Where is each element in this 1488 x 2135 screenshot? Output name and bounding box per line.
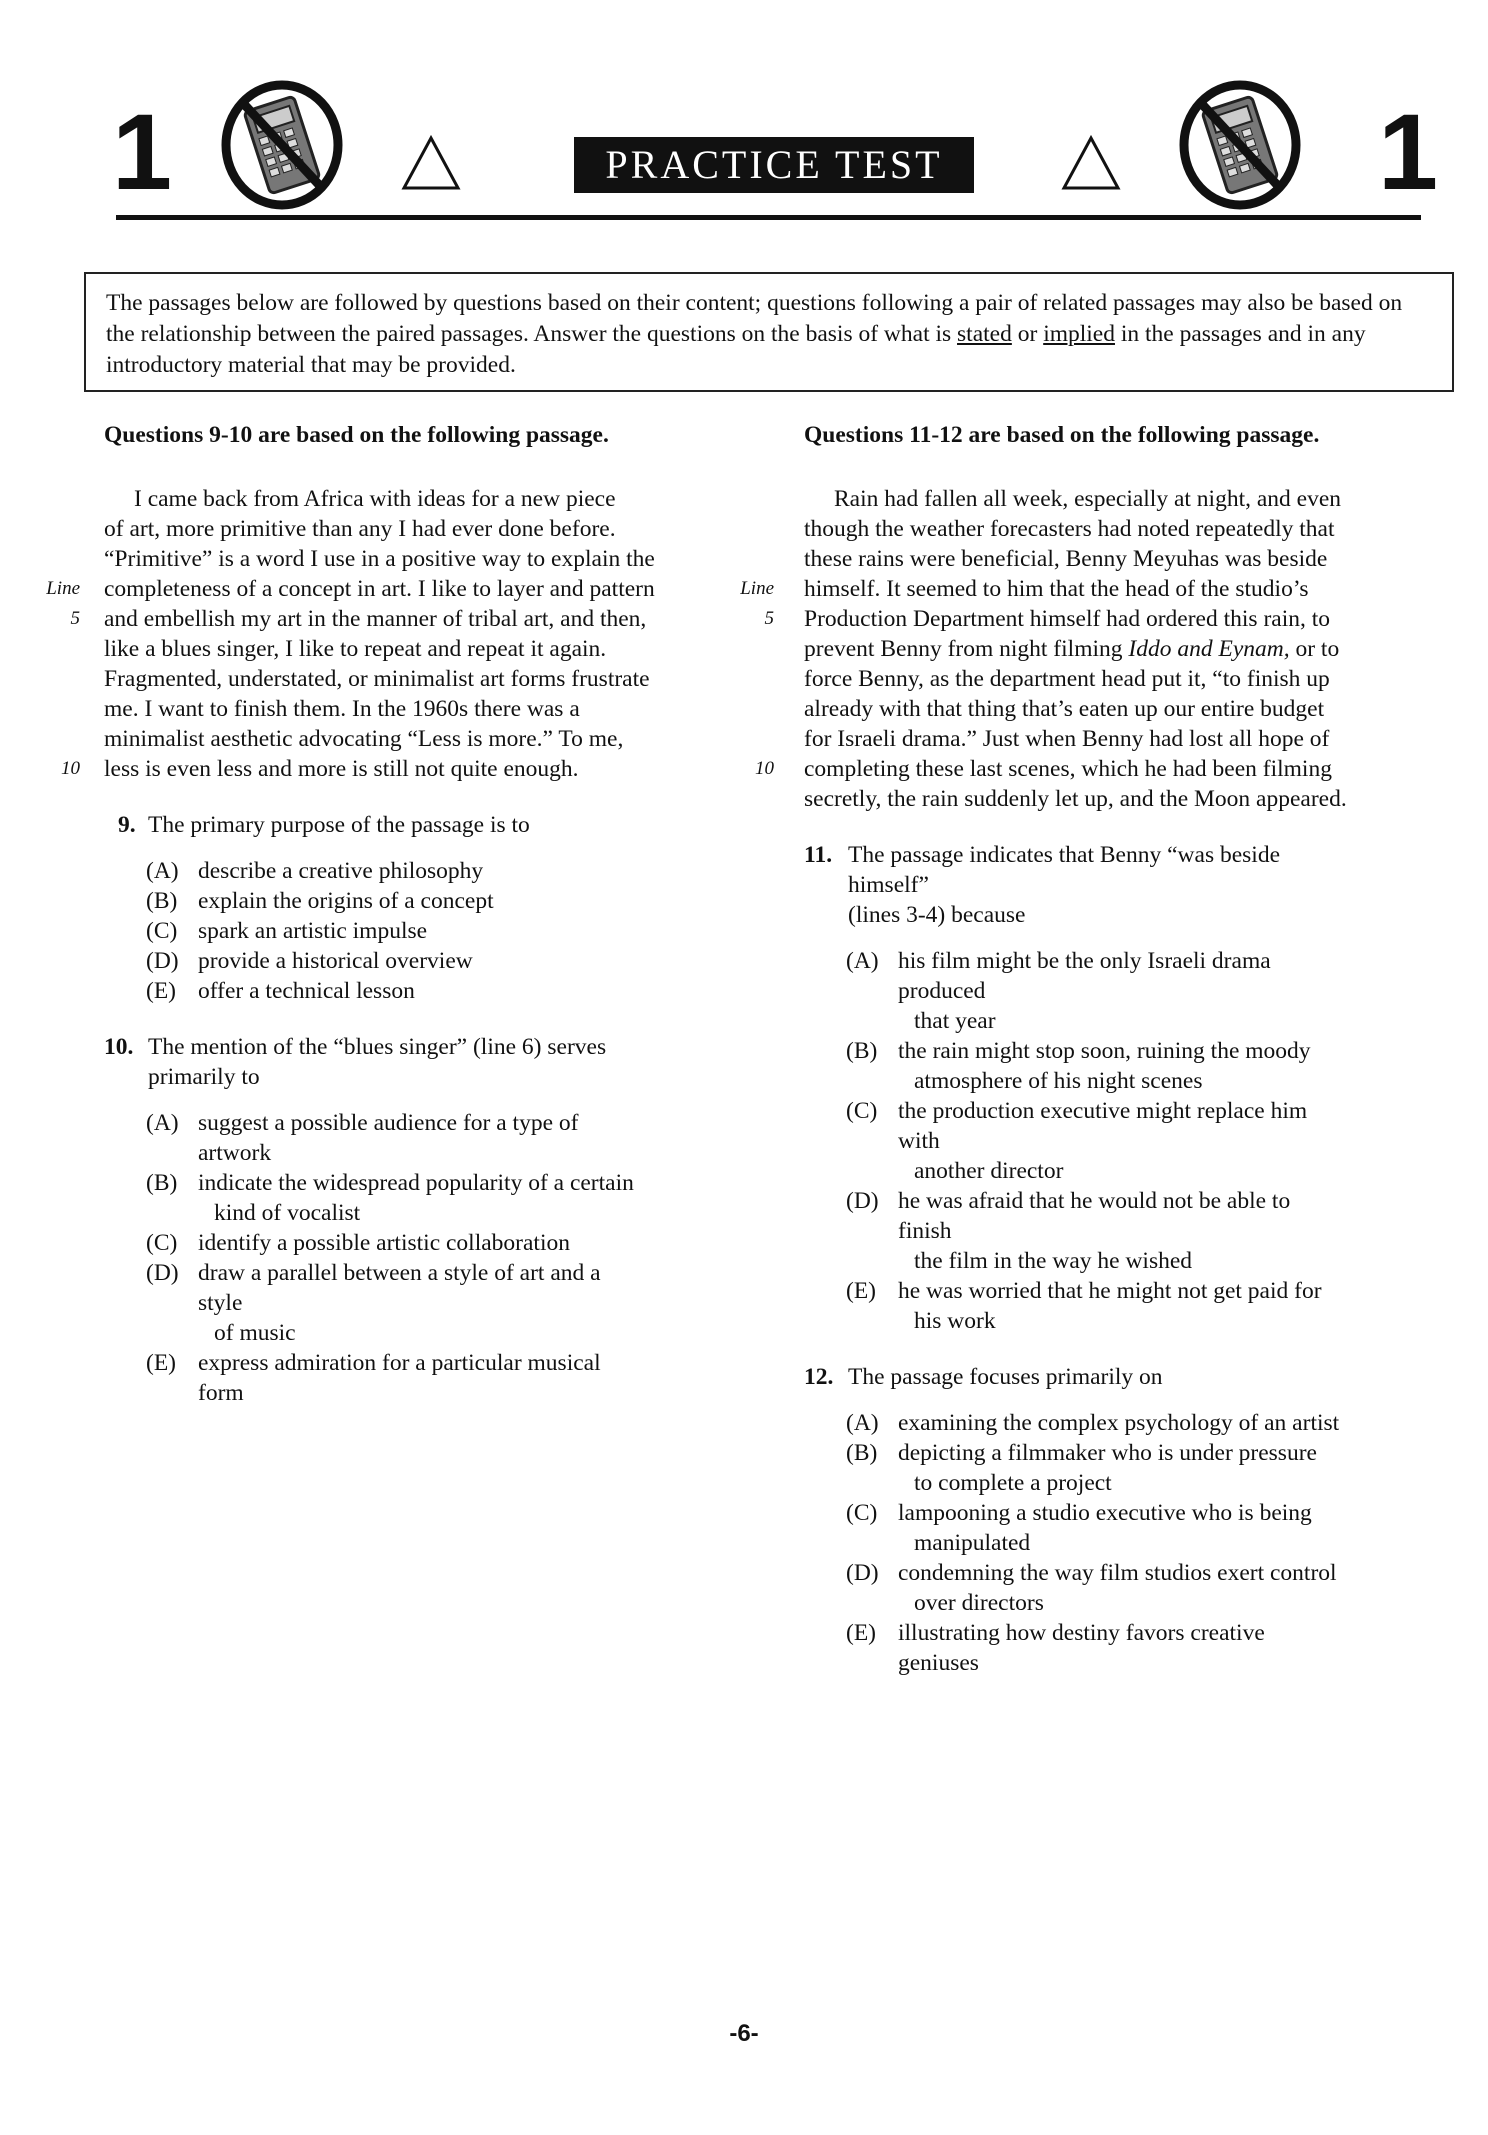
triangle-icon — [1060, 134, 1122, 192]
passage-line — [0, 604, 647, 634]
choice-text: indicate the widespread popularity of a certain — [198, 1170, 634, 1196]
choice-letter: (B) — [846, 1038, 878, 1064]
passage-line-text: himself. It seemed to him that the head of the studio’s — [804, 576, 1309, 602]
choice-text-continued: to complete a project — [914, 1470, 1112, 1496]
question-12 — [700, 1362, 1340, 1678]
passage-line — [700, 724, 1340, 754]
question-11 — [700, 840, 1340, 1336]
question-10 — [0, 1032, 640, 1408]
passage — [700, 484, 1347, 814]
choice-text: suggest a possible audience for a type of artwork — [198, 1110, 579, 1166]
practice-test-banner: PRACTICE TEST — [574, 137, 974, 193]
answer-choice[interactable] — [0, 1258, 640, 1348]
passage-line — [0, 724, 640, 754]
line-marker: 5 — [70, 608, 80, 629]
passage-line — [700, 784, 1347, 814]
answer-choice[interactable] — [0, 856, 640, 886]
answer-choice[interactable] — [0, 946, 640, 976]
answer-choice[interactable] — [0, 886, 640, 916]
section-number-left: 1 — [112, 91, 173, 212]
choice-letter: (B) — [146, 888, 178, 914]
question-stem — [700, 840, 1340, 930]
choice-text-continued: kind of vocalist — [214, 1200, 361, 1226]
question-stem-text: The primary purpose of the passage is to — [148, 812, 530, 838]
passage-line — [700, 604, 1340, 634]
passage-line — [0, 574, 655, 604]
choice-text-continued: over directors — [914, 1590, 1044, 1616]
choice-letter: (A) — [846, 948, 879, 974]
passage-line-text: Production Department himself had ordered this rain, to — [804, 606, 1331, 632]
question-stem — [700, 1362, 1340, 1392]
passage-line — [0, 664, 650, 694]
answer-choices — [700, 946, 1340, 1336]
passage-line-text-end: or to — [1289, 636, 1340, 662]
line-marker: Line — [740, 578, 774, 599]
passage-line-text: less is even less and more is still not quite enough. — [104, 756, 579, 782]
answer-choice[interactable] — [700, 1096, 1340, 1186]
passage-line-text: of art, more primitive than any I had ever done before. — [104, 516, 616, 542]
choice-letter: (E) — [146, 978, 177, 1004]
answer-choice[interactable] — [700, 946, 1340, 1036]
passage-line-text: for Israeli drama.” Just when Benny had lost all hope of — [804, 726, 1330, 752]
choice-text: he was worried that he might not get paid for — [898, 1278, 1322, 1304]
choice-letter: (E) — [146, 1350, 177, 1376]
question-number: 9. — [118, 812, 136, 838]
choice-letter: (D) — [146, 948, 179, 974]
section-number-right: 1 — [1378, 91, 1439, 212]
choice-letter: (D) — [846, 1560, 879, 1586]
choice-letter: (E) — [846, 1278, 877, 1304]
answer-choice[interactable] — [700, 1498, 1340, 1558]
choice-text: the production executive might replace him with — [898, 1098, 1308, 1154]
answer-choice[interactable] — [700, 1276, 1340, 1336]
passage-line — [700, 694, 1340, 724]
choice-text-continued: another director — [914, 1158, 1064, 1184]
passage-line-text: and embellish my art in the manner of tribal art, and then, — [104, 606, 647, 632]
page-header — [0, 0, 1488, 230]
question-stem-text: primarily to — [148, 1064, 260, 1090]
no-calculator-icon — [1178, 80, 1302, 210]
choice-text-continued: his work — [914, 1308, 996, 1334]
answer-choice[interactable] — [0, 916, 640, 946]
answer-choices — [0, 856, 640, 1006]
choice-letter: (C) — [846, 1098, 878, 1124]
passage-line — [0, 754, 640, 784]
choice-letter: (C) — [846, 1500, 878, 1526]
passage-line-text: minimalist aesthetic advocating “Less is more.” To me, — [104, 726, 624, 752]
passage-line — [700, 514, 1340, 544]
answer-choice[interactable] — [700, 1618, 1340, 1678]
no-calculator-icon — [220, 80, 344, 210]
passage-line — [700, 484, 1340, 514]
choice-text-continued: atmosphere of his night scenes — [914, 1068, 1203, 1094]
choice-text: he was afraid that he would not be able to finish — [898, 1188, 1291, 1244]
passage-line — [700, 664, 1340, 694]
directions-stated: stated — [957, 321, 1012, 347]
answer-choice[interactable] — [700, 1186, 1340, 1276]
line-marker: 10 — [755, 758, 774, 779]
question-number: 11. — [804, 842, 833, 868]
passage-line-text: Rain had fallen all week, especially at night, and even — [834, 486, 1342, 512]
passage-heading: Questions 11-12 are based on the following passage. — [804, 422, 1320, 448]
passage-line — [0, 544, 655, 574]
choice-text: the rain might stop soon, ruining the moody — [898, 1038, 1311, 1064]
question-stem-text: The passage indicates that Benny “was beside himself” — [848, 842, 1280, 898]
question-stem — [0, 810, 640, 840]
passage-line-text: I came back from Africa with ideas for a new piece — [134, 486, 616, 512]
passage-line-text-start: prevent Benny from night filming — [804, 636, 1129, 662]
choice-text: offer a technical lesson — [198, 978, 415, 1004]
choice-text: explain the origins of a concept — [198, 888, 494, 914]
page-number: -6- — [729, 2020, 759, 2047]
directions-implied: implied — [1043, 321, 1115, 347]
question-number: 10. — [104, 1034, 134, 1060]
right-column — [700, 420, 1347, 1678]
choice-text: his film might be the only Israeli drama produced — [898, 948, 1271, 1004]
question-stem-text: The passage focuses primarily on — [848, 1364, 1163, 1390]
answer-choice[interactable] — [700, 1558, 1340, 1618]
choice-text: condemning the way film studios exert control — [898, 1560, 1337, 1586]
choice-text-continued: of music — [214, 1320, 296, 1346]
choice-text: lampooning a studio executive who is being — [898, 1500, 1312, 1526]
passage-line-text: these rains were beneficial, Benny Meyuhas was beside — [804, 546, 1328, 572]
answer-choice[interactable] — [0, 1108, 640, 1168]
answer-choices — [0, 1108, 640, 1408]
directions-text: The passages below are followed by questions based on their content; questions following a pair of related passages may also be based on the relationship between the paired passages. Answer the questions on the basis of what is — [106, 290, 1403, 347]
passage-line — [0, 514, 640, 544]
passage-line-text: already with that thing that’s eaten up our entire budget — [804, 696, 1325, 722]
choice-text-continued: the film in the way he wished — [914, 1248, 1193, 1274]
choice-letter: (E) — [846, 1620, 877, 1646]
choice-letter: (A) — [146, 858, 179, 884]
choice-text-continued: manipulated — [914, 1530, 1031, 1556]
line-marker: 5 — [764, 608, 774, 629]
choice-letter: (C) — [146, 918, 178, 944]
choice-letter: (A) — [846, 1410, 879, 1436]
answer-choice[interactable] — [0, 1348, 640, 1408]
choice-text: draw a parallel between a style of art and a style — [198, 1260, 601, 1316]
answer-choice[interactable] — [700, 1036, 1340, 1096]
choice-letter: (D) — [846, 1188, 879, 1214]
passage-line — [700, 574, 1340, 604]
choice-text: illustrating how destiny favors creative geniuses — [898, 1620, 1265, 1676]
passage-line-text: Fragmented, understated, or minimalist art forms frustrate — [104, 666, 650, 692]
left-column — [0, 420, 655, 1408]
passage-line-text: “Primitive” is a word I use in a positive way to explain the — [104, 546, 655, 572]
directions-box — [84, 272, 1454, 392]
choice-text-continued: that year — [914, 1008, 996, 1034]
question-stem — [0, 1032, 640, 1092]
answer-choice[interactable] — [0, 976, 640, 1006]
choice-text: depicting a filmmaker who is under pressure — [898, 1440, 1317, 1466]
choice-letter: (B) — [846, 1440, 878, 1466]
choice-letter: (D) — [146, 1260, 179, 1286]
choice-letter: (C) — [146, 1230, 178, 1256]
passage-line-text: force Benny, as the department head put it, “to finish up — [804, 666, 1330, 692]
directions-text-end: in the passages and in any introductory material that may be provided. — [106, 321, 1366, 378]
passage-heading: Questions 9-10 are based on the following passage. — [104, 422, 609, 448]
passage-line — [700, 544, 1340, 574]
passage-line-text: though the weather forecasters had noted repeatedly that — [804, 516, 1335, 542]
question-stem-text: (lines 3-4) because — [848, 902, 1026, 928]
choice-text: express admiration for a particular musical form — [198, 1350, 601, 1406]
answer-choice[interactable] — [0, 1168, 640, 1228]
answer-choices — [700, 1408, 1340, 1678]
passage-line-text: completeness of a concept in art. I like to layer and pattern — [104, 576, 655, 602]
answer-choice[interactable] — [0, 1228, 640, 1258]
answer-choice[interactable] — [700, 1408, 1340, 1438]
passage-line — [0, 484, 640, 514]
passage-line-text: like a blues singer, I like to repeat and repeat it again. — [104, 636, 607, 662]
passage-line-text: completing these last scenes, which he had been filming — [804, 756, 1332, 782]
header-divider — [116, 215, 1421, 220]
triangle-icon — [400, 134, 462, 192]
line-marker: Line — [46, 578, 80, 599]
passage-line — [0, 634, 640, 664]
choice-letter: (A) — [146, 1110, 179, 1136]
passage-line — [0, 694, 640, 724]
answer-choice[interactable] — [700, 1438, 1340, 1498]
line-marker: 10 — [61, 758, 80, 779]
question-9 — [0, 810, 640, 1006]
choice-text: examining the complex psychology of an artist — [898, 1410, 1340, 1436]
choice-text: identify a possible artistic collaboration — [198, 1230, 570, 1256]
choice-text: describe a creative philosophy — [198, 858, 484, 884]
passage-line-text — [804, 634, 1339, 664]
passage — [0, 484, 655, 784]
film-title: Iddo and Eynam, — [1128, 636, 1290, 662]
passage-line-text: secretly, the rain suddenly let up, and the Moon appeared. — [804, 786, 1347, 812]
choice-text: provide a historical overview — [198, 948, 473, 974]
choice-letter: (B) — [146, 1170, 178, 1196]
passage-line-text: me. I want to finish them. In the 1960s there was a — [104, 696, 580, 722]
choice-text: spark an artistic impulse — [198, 918, 428, 944]
question-number: 12. — [804, 1364, 834, 1390]
passage-line — [700, 754, 1340, 784]
question-stem-text: The mention of the “blues singer” (line 6) serves — [148, 1034, 607, 1060]
directions-or: or — [1011, 321, 1044, 347]
passage-line — [700, 634, 1340, 664]
